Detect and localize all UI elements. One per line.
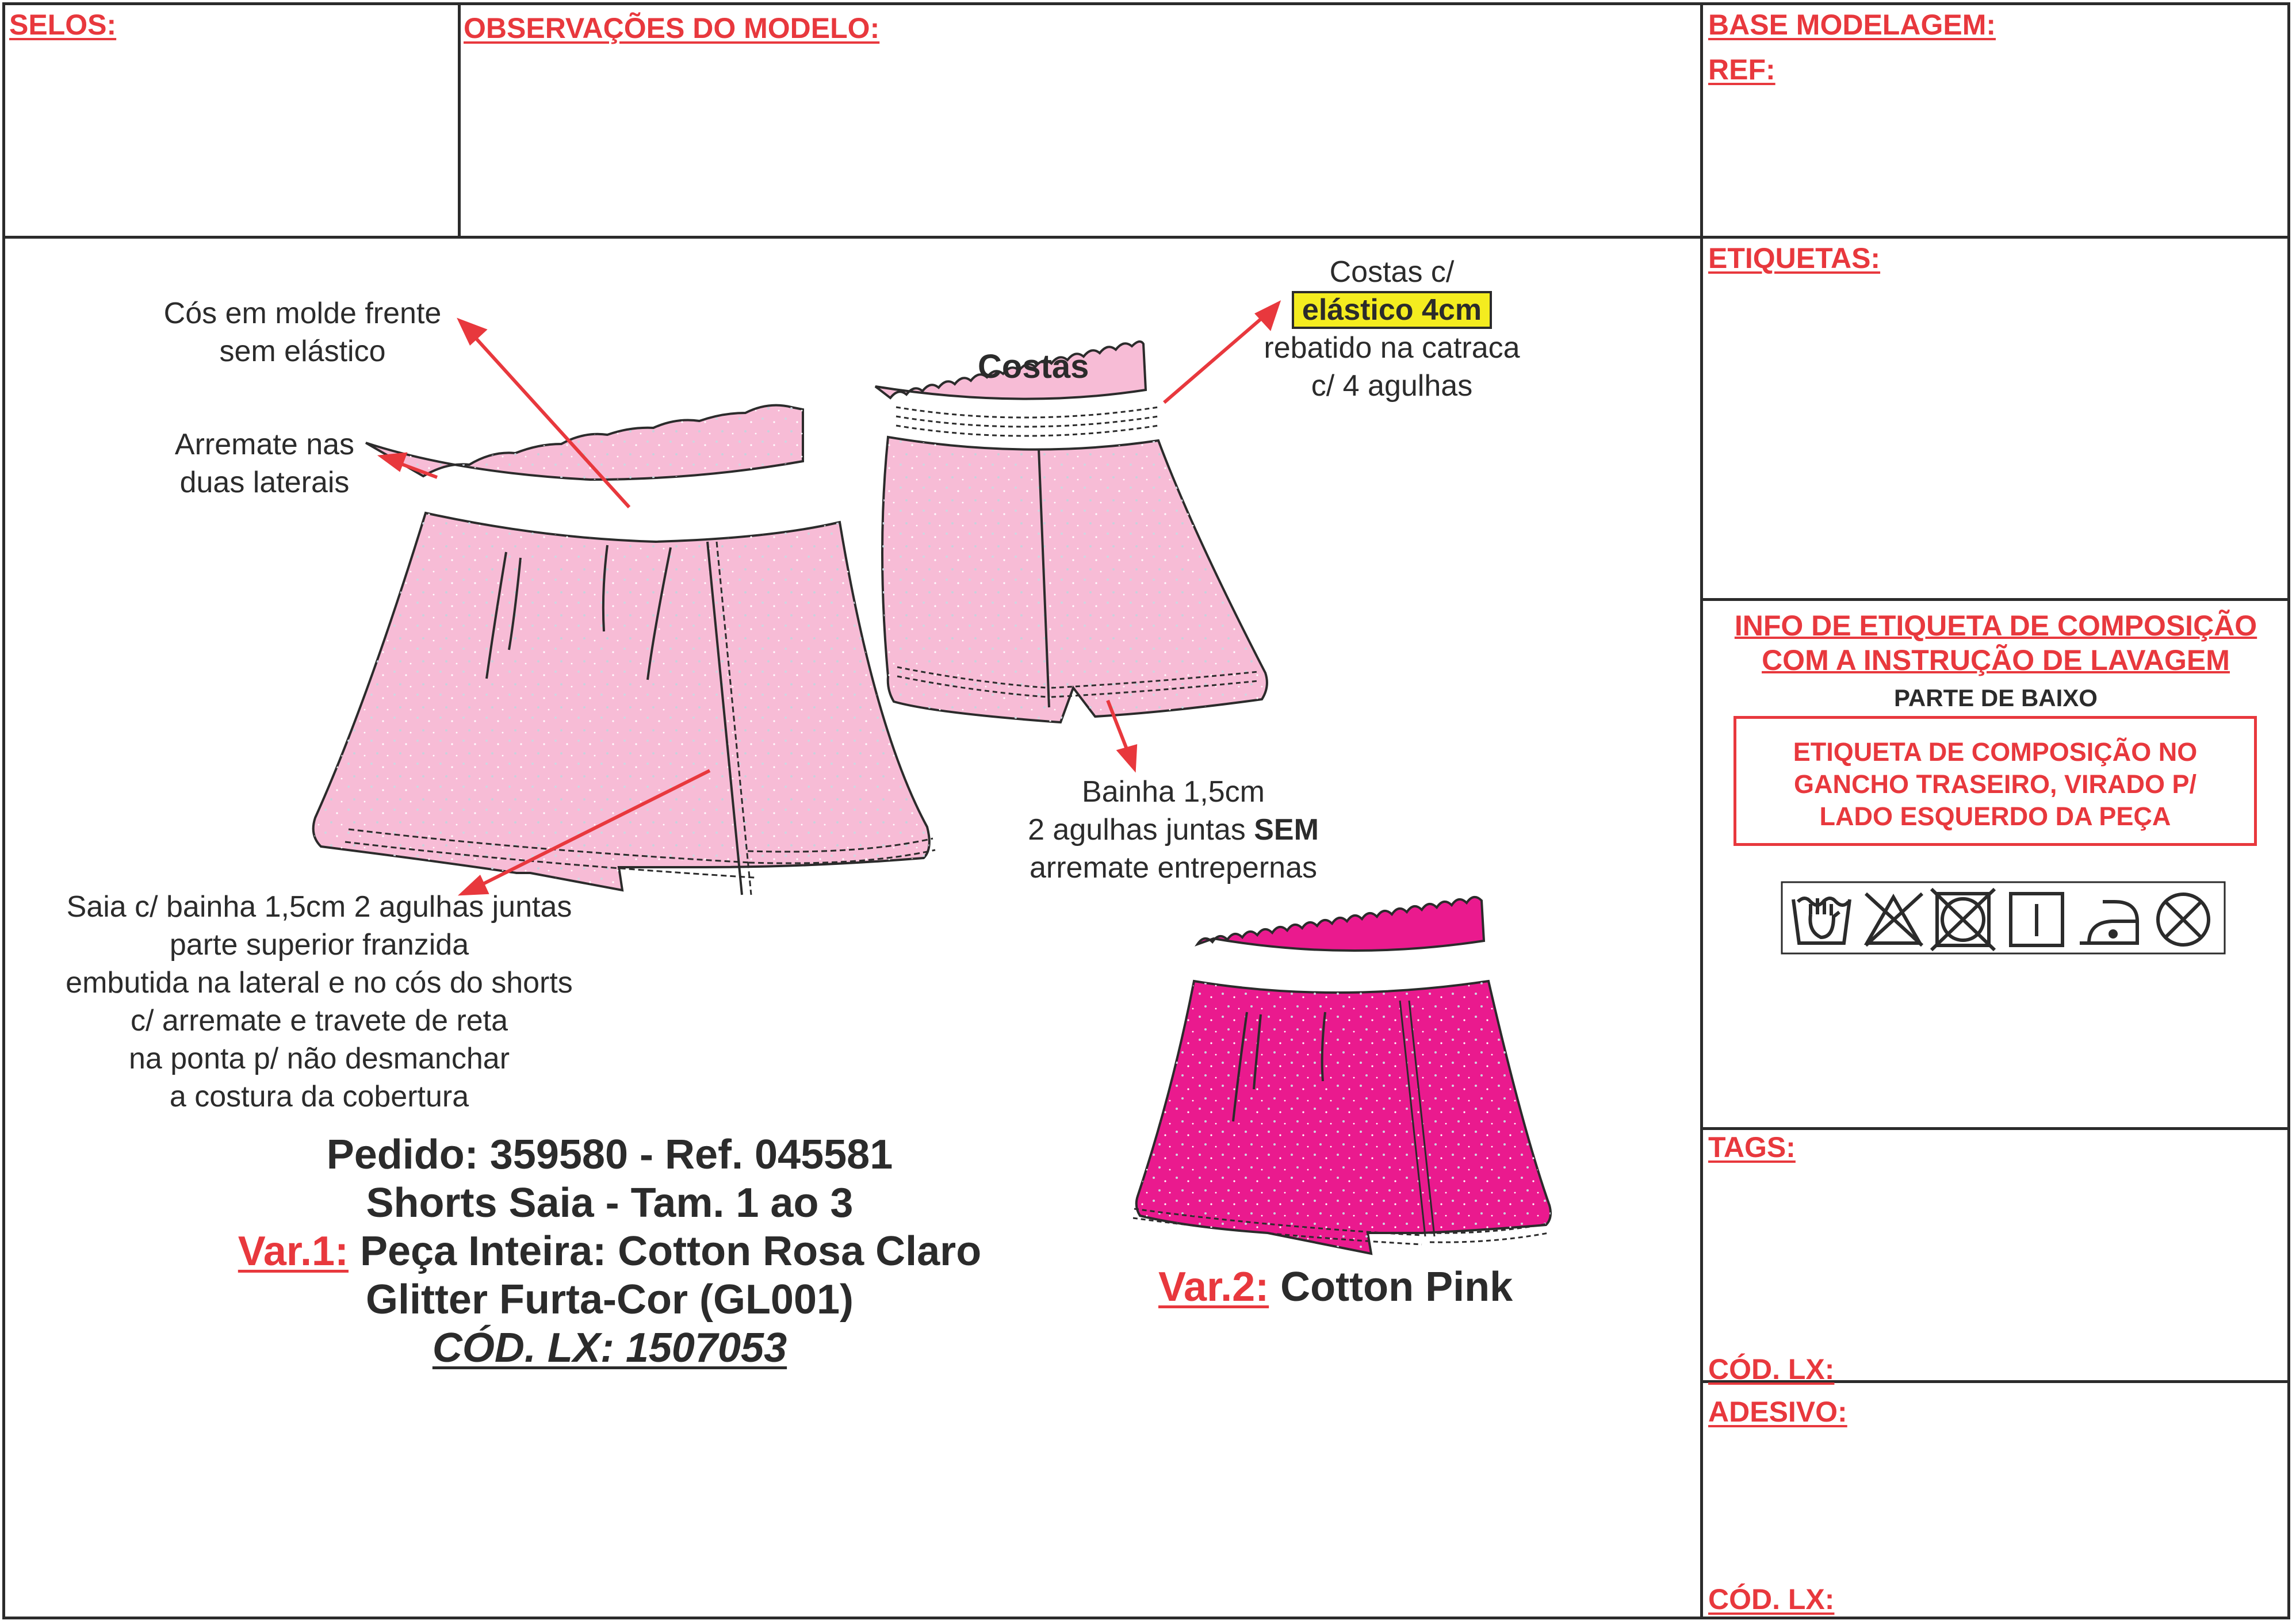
product-name: Shorts Saia - Tam. 1 ao 3 xyxy=(366,1180,854,1226)
selos-label: SELOS: xyxy=(9,9,117,41)
saia-line2: parte superior franzida xyxy=(169,928,469,962)
cos-annotation xyxy=(136,294,469,370)
var1-line xyxy=(173,1227,1047,1276)
bainha-line2-bold: SEM xyxy=(1254,813,1319,847)
care-icons-strip xyxy=(1781,881,2226,955)
saia-line1: Saia c/ bainha 1,5cm 2 agulhas juntas xyxy=(66,890,572,924)
etiquetas-label: ETIQUETAS: xyxy=(1708,242,1881,274)
elastico-annotation xyxy=(1231,253,1553,405)
info-title-line2: COM A INSTRUÇÃO DE LAVAGEM xyxy=(1762,644,2230,676)
base-modelagem-label: BASE MODELAGEM: xyxy=(1708,9,1996,41)
tags-label: TAGS: xyxy=(1708,1131,1796,1163)
composition-line2: GANCHO TRASEIRO, VIRADO P/ xyxy=(1793,769,2197,799)
saia-line6: a costura da cobertura xyxy=(169,1080,469,1113)
var2-line xyxy=(1158,1263,1513,1311)
saia-line5: na ponta p/ não desmanchar xyxy=(128,1042,510,1075)
parte-label: PARTE DE BAIXO xyxy=(1894,684,2098,711)
cod-lx-line: CÓD. LX: 1507053 xyxy=(432,1325,787,1371)
bainha-line2 xyxy=(978,811,1369,849)
adesivo-cod-lx-label: CÓD. LX: xyxy=(1708,1583,1835,1615)
var1-text: Peça Inteira: Cotton Rosa Claro xyxy=(348,1228,982,1274)
composition-line3: LADO ESQUERDO DA PEÇA xyxy=(1819,802,2171,831)
arremate-line1: Arremate nas xyxy=(174,428,355,461)
info-title-line1: INFO DE ETIQUETA DE COMPOSIÇÃO xyxy=(1734,610,2257,642)
tags-cod-lx-label: CÓD. LX: xyxy=(1708,1353,1835,1385)
costas-title: Costas xyxy=(978,348,1089,385)
var1-label: Var.1: xyxy=(238,1228,349,1274)
hot-pink-shorts-skirt xyxy=(1133,897,1551,1254)
bainha-line3: arremate entrepernas xyxy=(1029,851,1318,884)
elastico-line3: rebatido na catraca xyxy=(1264,331,1520,365)
var1-text-line2: Glitter Furta-Cor (GL001) xyxy=(365,1277,854,1323)
saia-line3: embutida na lateral e no cós do shorts xyxy=(66,966,573,999)
elastico-line1: Costas c/ xyxy=(1329,255,1455,289)
elastico-highlight: elástico 4cm xyxy=(1292,291,1492,329)
no-tumble-dry-icon xyxy=(1931,889,1995,950)
cos-line1: Cós em molde frente xyxy=(163,297,442,330)
etiquetas-divider xyxy=(1701,598,2290,601)
front-shorts-skirt xyxy=(313,405,935,895)
info-divider xyxy=(1701,1127,2290,1130)
saia-annotation xyxy=(23,888,615,1116)
elastico-line4: c/ 4 agulhas xyxy=(1311,369,1473,403)
saia-line4: c/ arremate e travete de reta xyxy=(130,1004,508,1037)
bainha-line2-prefix: 2 agulhas juntas xyxy=(1028,813,1254,847)
adesivo-label: ADESIVO: xyxy=(1708,1396,1847,1428)
var2-label: Var.2: xyxy=(1158,1264,1269,1310)
pedido-line: Pedido: 359580 - Ref. 045581 xyxy=(326,1132,893,1178)
bainha-line1: Bainha 1,5cm xyxy=(1082,775,1265,809)
composition-line1: ETIQUETA DE COMPOSIÇÃO NO xyxy=(1793,737,2198,767)
cos-line2: sem elástico xyxy=(219,335,386,368)
ref-label: REF: xyxy=(1708,53,1775,86)
composition-label-box xyxy=(1734,716,2257,846)
observacoes-label: OBSERVAÇÕES DO MODELO: xyxy=(464,12,880,44)
arremate-annotation xyxy=(150,426,380,501)
bainha-annotation xyxy=(978,773,1369,887)
var2-text: Cotton Pink xyxy=(1269,1264,1513,1310)
product-info xyxy=(173,1131,1047,1372)
back-shorts xyxy=(875,342,1267,722)
side-panel-divider xyxy=(1700,2,1703,1619)
arremate-line2: duas laterais xyxy=(179,466,350,499)
